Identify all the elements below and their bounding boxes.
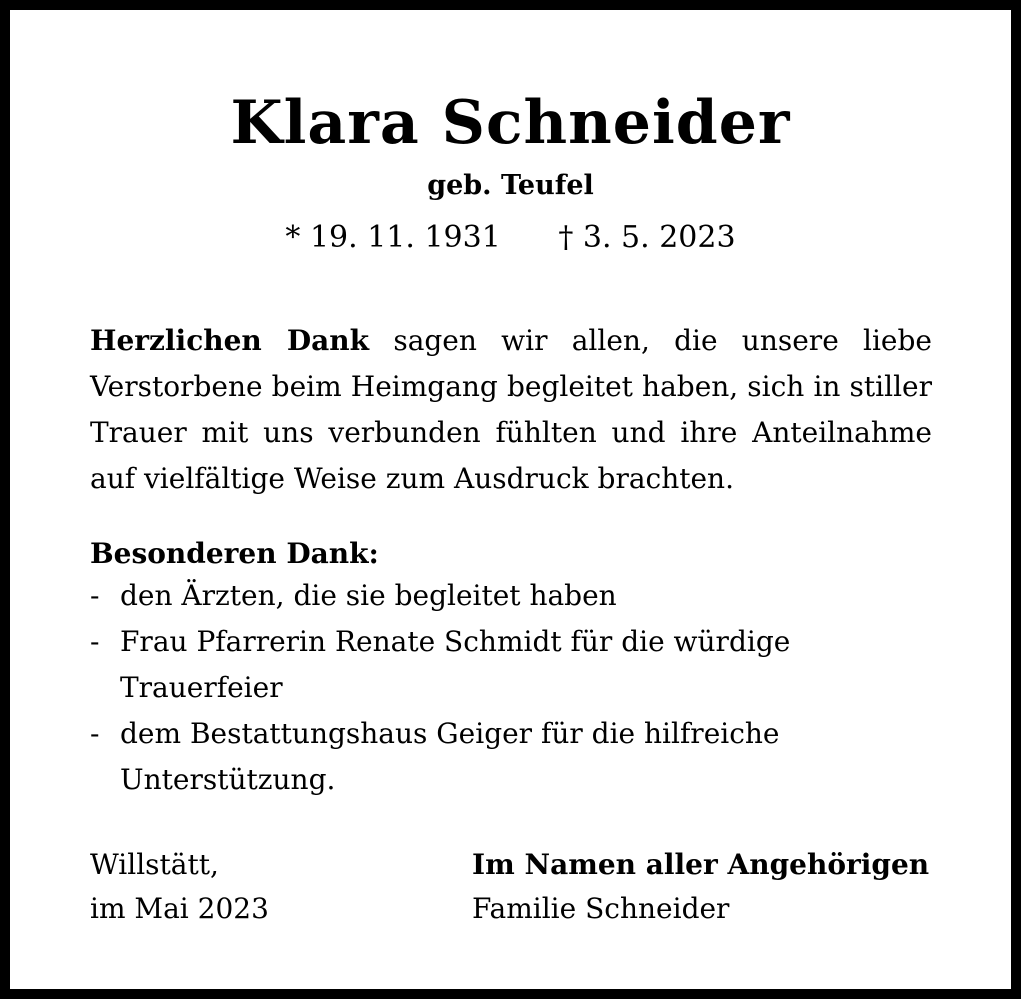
life-dates xyxy=(10,220,1011,256)
place-and-date xyxy=(90,843,269,931)
list-item xyxy=(90,711,932,803)
list-item-text: Frau Pfarrerin Renate Schmidt für die würdige Trauerfeier xyxy=(120,625,791,704)
death-date: † 3. 5. 2023 xyxy=(558,220,736,255)
list-item xyxy=(90,619,932,711)
list-item-text: dem Bestattungshaus Geiger für die hilfreiche Unterstützung. xyxy=(120,717,780,796)
family-name: Familie Schneider xyxy=(472,892,730,925)
special-thanks-list xyxy=(90,573,932,803)
deceased-name: Klara Schneider xyxy=(230,88,791,158)
thanks-paragraph xyxy=(90,318,932,502)
list-bullet: - xyxy=(90,717,100,750)
list-item xyxy=(90,573,932,619)
thanks-text: sagen wir allen, die unsere liebe Verstorbene beim Heimgang begleitet haben, sich in stiller Trauer mit uns verbunden fühlten und ihre Anteilnahme auf vielfältige Weise zum Ausdruck brachten. xyxy=(90,324,932,495)
thanks-lead: Herzlichen Dank xyxy=(90,324,370,357)
signature-block xyxy=(472,843,929,931)
birth-date: * 19. 11. 1931 xyxy=(285,220,501,255)
special-thanks-heading: Besonderen Dank: xyxy=(90,537,379,570)
date: im Mai 2023 xyxy=(90,892,269,925)
on-behalf-line: Im Namen aller Angehörigen xyxy=(472,848,930,881)
maiden-name: geb. Teufel xyxy=(427,170,594,201)
list-bullet: - xyxy=(90,579,100,612)
place: Willstätt, xyxy=(90,848,219,881)
list-item-text: den Ärzten, die sie begleitet haben xyxy=(120,579,617,612)
list-bullet: - xyxy=(90,625,100,658)
